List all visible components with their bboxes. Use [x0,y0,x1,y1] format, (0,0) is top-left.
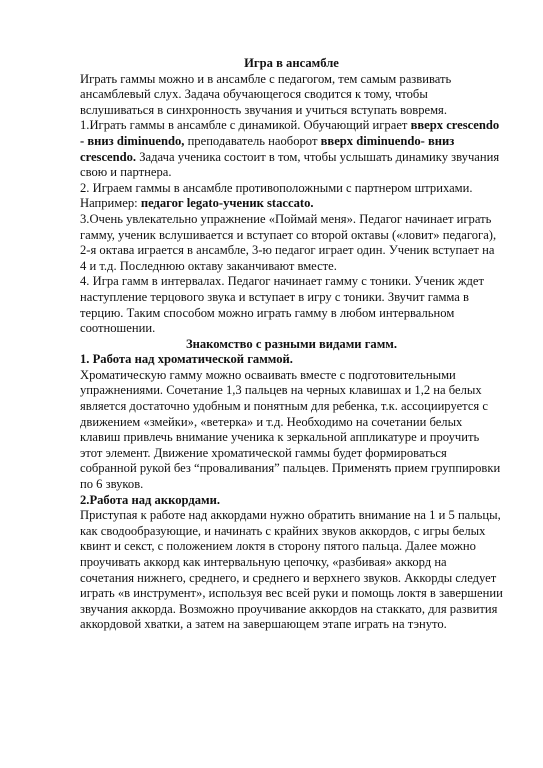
item-1-bold-a: вверх crescendo - вниз diminuendo, [80,118,500,148]
item-2-text: 2. Играем гаммы в ансамбле противоположными с партнером штрихами. Например: [80,180,473,211]
item-2-paragraph [80,181,503,212]
item-4-paragraph: 4. Игра гамм в интервалах. Педагог начинает гамму с тоники. Ученик ждет наступление терцового звука и вступает в игру с тоники. Звучит гамма в терцию. Таким способом можно играть гамму в любом интервальном соотношении. [80,274,485,336]
item-1-text-c: Задача ученика состоит в том, чтобы услышать динамику звучания свою и партнера. [80,149,500,180]
intro-paragraph: Играть гаммы можно и в ансамбле с педагогом, тем самым развивать ансамблевый слух. Задача обучающегося сводится к тому, чтобы вслушиваться в синхронность звучания и учиться вступать вовремя. [80,71,452,117]
item-3-paragraph: 3.Очень увлекательно упражнение «Поймай меня». Педагог начинает играть гамму, ученик вслушивается и вступает со второй октавы («ловит» педагога), 2-я октава играется в ансамбле, 3-ю педагог играет один. Ученик вступает на 4 и т.д. Последнюю октаву заканчивают вместе. [80,211,497,273]
item-1-text-b: преподаватель наоборот [184,133,321,148]
subsection-2-paragraph: Приступая к работе над аккордами нужно обратить внимание на 1 и 5 пальцы, как сводообразующие, и начинать с крайних звуков аккордов, с игры белых квинт и секст, с положением локтя в сторону пятого пальца. Далее можно проучивать аккорд как интервальную цепочку, «разбивая» аккорд на сочетания нижнего, среднего, и среднего и верхнего звуков. Аккорды следует играть «в инструмент», используя вес всей руки и помощь локтя в завершении звучания аккорда. Возможно проучивание аккордов на стаккато, для развития аккордовой хватки, а затем на завершающем этапе играть на тэнуто. [80,508,503,632]
page-title: Игра в ансамбле [244,56,339,70]
subsection-1-paragraph: Хроматическую гамму можно осваивать вместе с подготовительными упражнениями. Сочетание 1,3 пальцев на черных клавишах и 1,2 на белых является достаточно удобным и понятным для ребенка, т.к. ассоциируется с движением «змейки», «ветерка» и т.д. Необходимо на сочетании белых клавиш привлечь внимание ученика к зеркальной аппликатуре и проучить этот элемент. Движение хроматической гаммы будет формироваться собранной рукой без “проваливания” пальцев. Применять прием группировки по 6 звуков. [80,367,501,492]
item-1-text-a: 1.Играть гаммы в ансамбле с динамикой. Обучающий играет [80,118,411,133]
subsection-2-title: 2.Работа над аккордами. [80,492,220,507]
item-2-bold: педагог legato-ученик staccato. [140,196,314,211]
item-1-bold-b: вверх diminuendo- вниз crescendo. [80,133,455,164]
item-1-paragraph [80,118,503,180]
subsection-1-title: 1. Работа над хроматической гаммой. [80,352,293,367]
section-title: Знакомство с разными видами гамм. [185,336,398,351]
